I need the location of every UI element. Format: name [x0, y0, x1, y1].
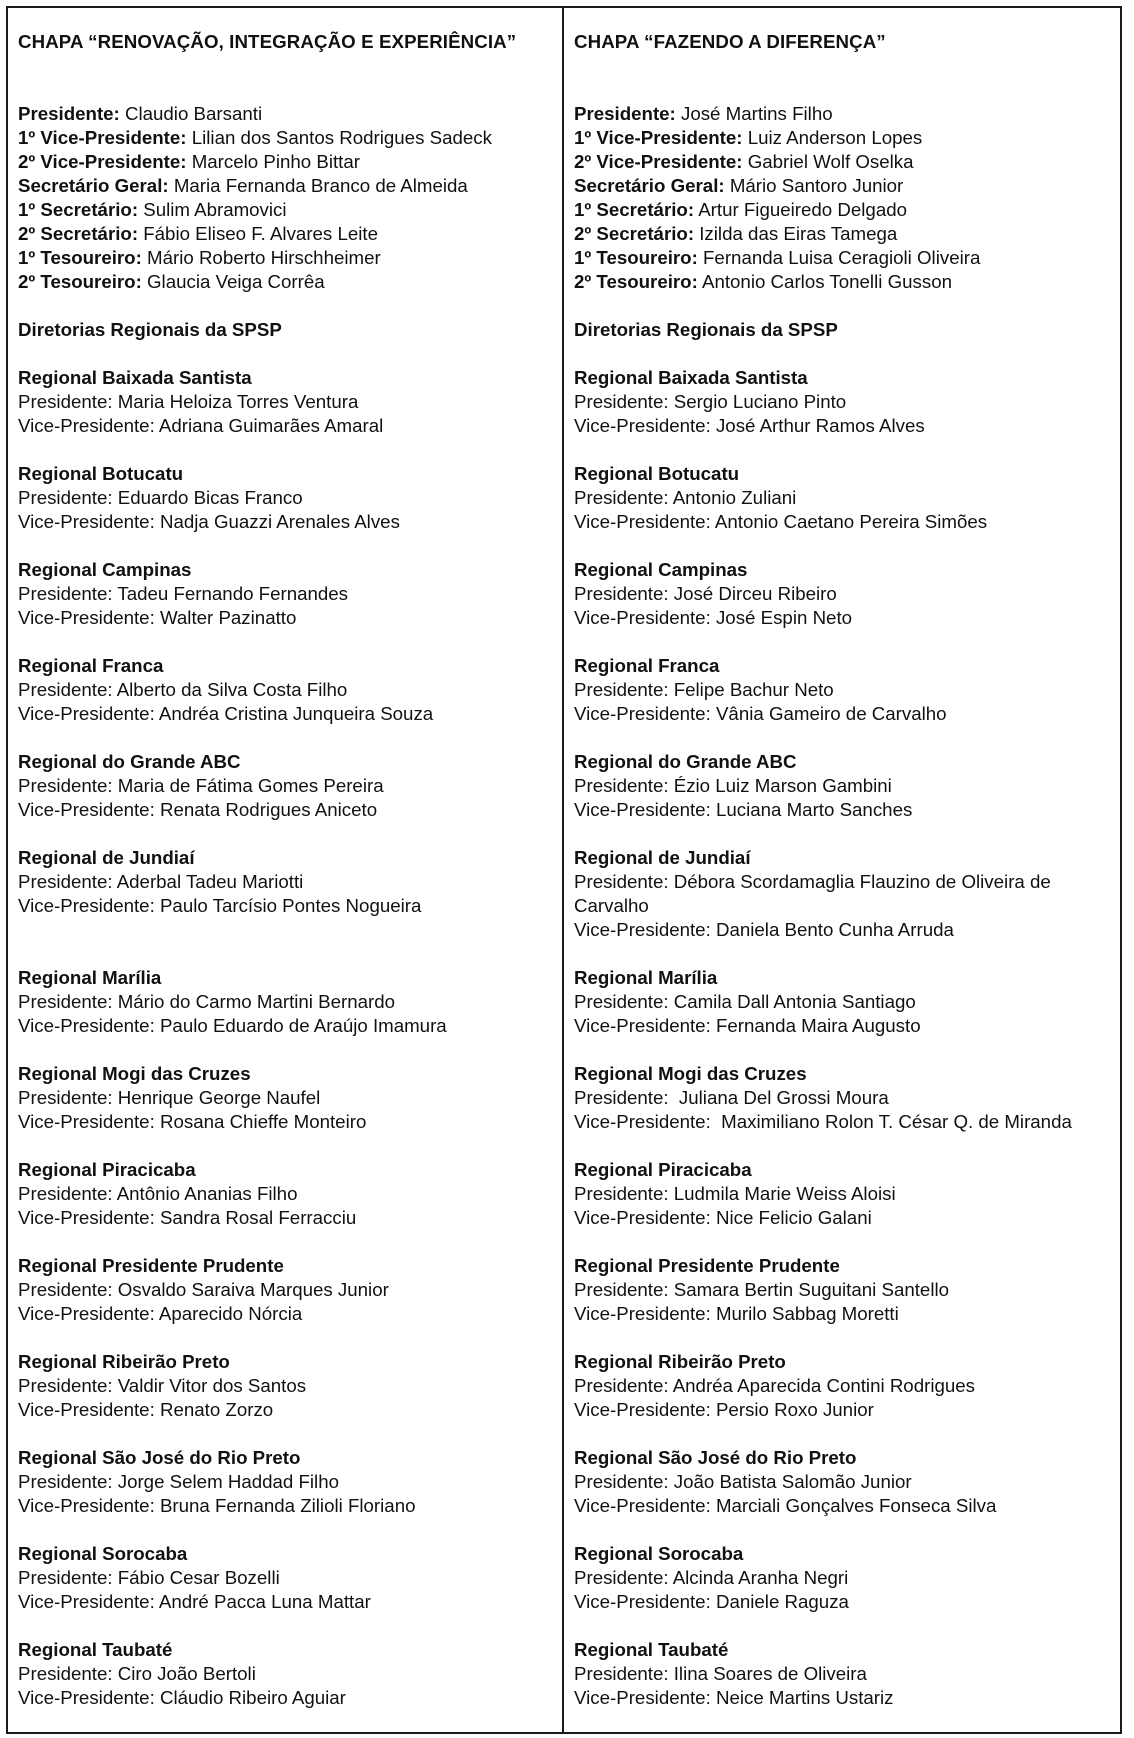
officer-role: 2º Tesoureiro: — [18, 271, 142, 292]
regional-president: Presidente: João Batista Salomão Junior — [574, 1471, 912, 1492]
officer-name: Sulim Abramovici — [138, 199, 287, 220]
regional-president: Presidente: José Dirceu Ribeiro — [574, 583, 837, 604]
officer-name: Luiz Anderson Lopes — [742, 127, 923, 148]
regional-vice-president: Vice-Presidente: Paulo Eduardo de Araújo Imamura — [18, 1015, 447, 1036]
regional-name: Regional Campinas — [574, 559, 748, 580]
officer-role: 2º Vice-Presidente: — [574, 151, 743, 172]
regional-block — [574, 1446, 1110, 1518]
officer-name: Claudio Barsanti — [119, 103, 263, 124]
regional-vice-president: Vice-Presidente: Aparecido Nórcia — [18, 1303, 303, 1324]
officer-role: 1º Vice-Presidente: — [18, 127, 187, 148]
officer-role: 1º Tesoureiro: — [18, 247, 142, 268]
regional-president: Presidente: Ludmila Marie Weiss Aloisi — [574, 1183, 896, 1204]
regional-block — [18, 1062, 552, 1134]
regional-vice-president: Vice-Presidente: José Espin Neto — [574, 607, 853, 628]
officer-row — [574, 222, 1110, 246]
regional-name: Regional Piracicaba — [18, 1159, 196, 1180]
slate-title: CHAPA “RENOVAÇÃO, INTEGRAÇÃO E EXPERIÊNCIA” — [18, 31, 517, 52]
regional-block — [18, 1542, 552, 1614]
regional-name: Regional Sorocaba — [574, 1543, 744, 1564]
officer-name: Mário Roberto Hirschheimer — [141, 247, 381, 268]
officer-row — [18, 246, 552, 270]
regional-vice-president: Vice-Presidente: Daniela Bento Cunha Arruda — [574, 919, 954, 940]
regional-block — [18, 966, 552, 1038]
regional-vice-president: Vice-Presidente: Vânia Gameiro de Carvalho — [574, 703, 947, 724]
officer-role: 2º Secretário: — [18, 223, 139, 244]
regional-name: Regional Mogi das Cruzes — [574, 1063, 807, 1084]
regional-block — [574, 366, 1110, 438]
regional-president: Presidente: Ciro João Bertoli — [18, 1663, 256, 1684]
regional-name: Regional Botucatu — [574, 463, 740, 484]
regional-vice-president: Vice-Presidente: Marciali Gonçalves Fonseca Silva — [574, 1495, 997, 1516]
regionals-heading: Diretorias Regionais da SPSP — [18, 319, 282, 340]
regional-vice-president: Vice-Presidente: André Pacca Luna Mattar — [18, 1591, 371, 1612]
regional-president: Presidente: Mário do Carmo Martini Bernardo — [18, 991, 396, 1012]
officer-name: Fábio Eliseo F. Alvares Leite — [138, 223, 378, 244]
regional-name: Regional Presidente Prudente — [574, 1255, 840, 1276]
regional-block — [574, 966, 1110, 1038]
regional-block — [18, 462, 552, 534]
regional-vice-president: Vice-Presidente: Walter Pazinatto — [18, 607, 297, 628]
regional-vice-president: Vice-Presidente: Antonio Caetano Pereira Simões — [574, 511, 988, 532]
regional-block — [18, 750, 552, 822]
regional-vice-president: Vice-Presidente: Andréa Cristina Junqueira Souza — [18, 703, 434, 724]
regional-name: Regional de Jundiaí — [574, 847, 751, 868]
officer-name: Fernanda Luisa Ceragioli Oliveira — [697, 247, 981, 268]
officer-role: 1º Tesoureiro: — [574, 247, 698, 268]
regional-name: Regional Baixada Santista — [574, 367, 808, 388]
regional-name: Regional do Grande ABC — [574, 751, 797, 772]
regional-block — [574, 1638, 1110, 1710]
officer-role: Presidente: — [18, 103, 120, 124]
regional-name: Regional Marília — [574, 967, 718, 988]
officer-name: Maria Fernanda Branco de Almeida — [168, 175, 468, 196]
regional-block — [574, 1062, 1110, 1134]
regional-name: Regional São José do Rio Preto — [18, 1447, 301, 1468]
officer-name: Lilian dos Santos Rodrigues Sadeck — [186, 127, 492, 148]
officers-list — [18, 102, 552, 294]
officer-role: 1º Vice-Presidente: — [574, 127, 743, 148]
regional-name: Regional Presidente Prudente — [18, 1255, 284, 1276]
officer-name: Artur Figueiredo Delgado — [694, 199, 907, 220]
regional-president: Presidente: Valdir Vitor dos Santos — [18, 1375, 307, 1396]
officer-name: Glaucia Veiga Corrêa — [141, 271, 325, 292]
officer-row — [18, 198, 552, 222]
regional-block — [18, 366, 552, 438]
regional-vice-president: Vice-Presidente: Daniele Raguza — [574, 1591, 849, 1612]
officer-name: José Martins Filho — [675, 103, 833, 124]
officer-name: Marcelo Pinho Bittar — [186, 151, 360, 172]
officer-name: Gabriel Wolf Oselka — [742, 151, 914, 172]
regional-name: Regional Marília — [18, 967, 162, 988]
regional-vice-president: Vice-Presidente: Renato Zorzo — [18, 1399, 274, 1420]
officer-role: 2º Secretário: — [574, 223, 695, 244]
regional-president: Presidente: Henrique George Naufel — [18, 1087, 321, 1108]
regional-block — [18, 846, 552, 918]
regional-vice-president: Vice-Presidente: Nadja Guazzi Arenales Alves — [18, 511, 400, 532]
regional-block — [18, 558, 552, 630]
officer-role: 1º Secretário: — [574, 199, 695, 220]
officer-role: Secretário Geral: — [18, 175, 169, 196]
regional-name: Regional Piracicaba — [574, 1159, 752, 1180]
regional-president: Presidente: Maria de Fátima Gomes Pereira — [18, 775, 384, 796]
officer-name: Izilda das Eiras Tamega — [694, 223, 898, 244]
regional-president: Presidente: Débora Scordamaglia Flauzino de Oliveira de Carvalho — [574, 871, 1051, 916]
regional-block — [574, 1254, 1110, 1326]
regional-vice-president: Vice-Presidente: Maximiliano Rolon T. César Q. de Miranda — [574, 1111, 1072, 1132]
regional-president: Presidente: Camila Dall Antonia Santiago — [574, 991, 916, 1012]
slate-comparison-table — [6, 6, 1122, 1734]
regional-president: Presidente: Eduardo Bicas Franco — [18, 487, 303, 508]
regional-name: Regional Sorocaba — [18, 1543, 188, 1564]
regional-name: Regional Taubaté — [18, 1639, 173, 1660]
officer-row — [18, 126, 552, 150]
regional-block — [18, 654, 552, 726]
regional-president: Presidente: Alberto da Silva Costa Filho — [18, 679, 348, 700]
officer-row — [18, 150, 552, 174]
regional-block — [574, 558, 1110, 630]
officer-row — [18, 102, 552, 126]
officer-row — [574, 102, 1110, 126]
regional-president: Presidente: Aderbal Tadeu Mariotti — [18, 871, 304, 892]
regional-block — [574, 750, 1110, 822]
regional-vice-president: Vice-Presidente: Nice Felicio Galani — [574, 1207, 872, 1228]
officer-role: 1º Secretário: — [18, 199, 139, 220]
regional-president: Presidente: Jorge Selem Haddad Filho — [18, 1471, 339, 1492]
officer-row — [574, 246, 1110, 270]
regional-president: Presidente: Ilina Soares de Oliveira — [574, 1663, 867, 1684]
regional-president: Presidente: Tadeu Fernando Fernandes — [18, 583, 349, 604]
regional-president: Presidente: Alcinda Aranha Negri — [574, 1567, 849, 1588]
regional-block — [574, 654, 1110, 726]
regional-president: Presidente: Felipe Bachur Neto — [574, 679, 834, 700]
officer-row — [574, 198, 1110, 222]
officer-row — [18, 174, 552, 198]
regionals-heading: Diretorias Regionais da SPSP — [574, 319, 838, 340]
regional-block — [18, 1158, 552, 1230]
regional-name: Regional Baixada Santista — [18, 367, 252, 388]
regional-vice-president: Vice-Presidente: José Arthur Ramos Alves — [574, 415, 925, 436]
regional-president: Presidente: Fábio Cesar Bozelli — [18, 1567, 280, 1588]
regional-name: Regional Taubaté — [574, 1639, 729, 1660]
regional-president: Presidente: Sergio Luciano Pinto — [574, 391, 847, 412]
regional-name: Regional Campinas — [18, 559, 192, 580]
regional-vice-president: Vice-Presidente: Luciana Marto Sanches — [574, 799, 913, 820]
slate-column-right — [564, 8, 1120, 1732]
officer-row — [574, 270, 1110, 294]
regional-name: Regional Franca — [574, 655, 720, 676]
regional-block — [18, 1446, 552, 1518]
regional-block — [18, 1350, 552, 1422]
regional-president: Presidente: Osvaldo Saraiva Marques Junior — [18, 1279, 389, 1300]
regional-name: Regional do Grande ABC — [18, 751, 241, 772]
regional-name: Regional Mogi das Cruzes — [18, 1063, 251, 1084]
regional-president: Presidente: Antônio Ananias Filho — [18, 1183, 298, 1204]
slate-column-left — [8, 8, 564, 1732]
officer-row — [574, 174, 1110, 198]
regional-name: Regional Franca — [18, 655, 164, 676]
regional-block — [574, 1350, 1110, 1422]
regional-president: Presidente: Andréa Aparecida Contini Rodrigues — [574, 1375, 975, 1396]
regional-block — [18, 1638, 552, 1710]
regional-block — [18, 1254, 552, 1326]
regional-name: Regional de Jundiaí — [18, 847, 195, 868]
regional-name: Regional São José do Rio Preto — [574, 1447, 857, 1468]
slate-title: CHAPA “FAZENDO A DIFERENÇA” — [574, 31, 886, 52]
officer-role: 2º Vice-Presidente: — [18, 151, 187, 172]
regional-vice-president: Vice-Presidente: Sandra Rosal Ferracciu — [18, 1207, 357, 1228]
regional-president: Presidente: Samara Bertin Suguitani Santello — [574, 1279, 950, 1300]
officer-row — [574, 150, 1110, 174]
officers-list — [574, 102, 1110, 294]
regional-block — [574, 462, 1110, 534]
officer-row — [574, 126, 1110, 150]
regional-vice-president: Vice-Presidente: Renata Rodrigues Aniceto — [18, 799, 378, 820]
officer-row — [18, 270, 552, 294]
regional-vice-president: Vice-Presidente: Rosana Chieffe Monteiro — [18, 1111, 367, 1132]
regional-vice-president: Vice-Presidente: Murilo Sabbag Moretti — [574, 1303, 899, 1324]
regional-president: Presidente: Ézio Luiz Marson Gambini — [574, 775, 892, 796]
regional-vice-president: Vice-Presidente: Neice Martins Ustariz — [574, 1687, 894, 1708]
regional-vice-president: Vice-Presidente: Fernanda Maira Augusto — [574, 1015, 921, 1036]
regional-president: Presidente: Maria Heloiza Torres Ventura — [18, 391, 359, 412]
regional-president: Presidente: Juliana Del Grossi Moura — [574, 1087, 889, 1108]
officer-row — [18, 222, 552, 246]
regional-vice-president: Vice-Presidente: Adriana Guimarães Amaral — [18, 415, 384, 436]
officer-name: Mário Santoro Junior — [724, 175, 904, 196]
regional-name: Regional Botucatu — [18, 463, 184, 484]
officer-role: Secretário Geral: — [574, 175, 725, 196]
regional-block — [574, 1542, 1110, 1614]
regional-block — [574, 1158, 1110, 1230]
officer-role: Presidente: — [574, 103, 676, 124]
regional-block — [574, 846, 1110, 942]
regional-vice-president: Vice-Presidente: Persio Roxo Junior — [574, 1399, 874, 1420]
regional-vice-president: Vice-Presidente: Bruna Fernanda Zilioli Floriano — [18, 1495, 416, 1516]
officer-name: Antonio Carlos Tonelli Gusson — [697, 271, 952, 292]
officer-role: 2º Tesoureiro: — [574, 271, 698, 292]
regional-name: Regional Ribeirão Preto — [574, 1351, 786, 1372]
regional-president: Presidente: Antonio Zuliani — [574, 487, 797, 508]
regional-vice-president: Vice-Presidente: Cláudio Ribeiro Aguiar — [18, 1687, 346, 1708]
regional-name: Regional Ribeirão Preto — [18, 1351, 230, 1372]
regional-vice-president: Vice-Presidente: Paulo Tarcísio Pontes Nogueira — [18, 895, 422, 916]
